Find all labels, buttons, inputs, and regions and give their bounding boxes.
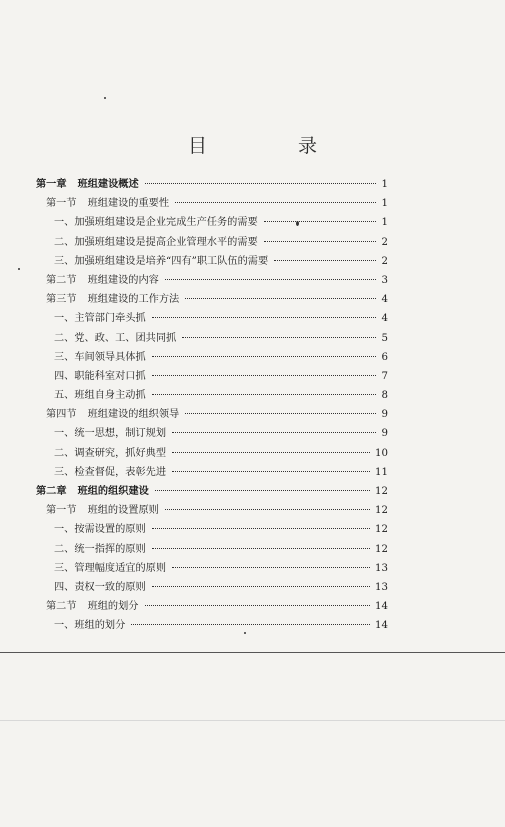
toc-item — [36, 463, 388, 482]
scan-speck — [18, 268, 20, 270]
toc-number: 二、 — [54, 447, 75, 459]
toc-page-number: 13 — [375, 562, 388, 574]
toc-item — [36, 424, 388, 443]
toc-leader-dots — [145, 183, 376, 184]
toc-section — [36, 501, 388, 520]
toc-item — [36, 578, 388, 597]
toc-item — [36, 309, 388, 328]
toc-page-number: 13 — [375, 581, 388, 593]
toc-item — [36, 444, 388, 463]
toc-page-number: 4 — [381, 313, 388, 325]
toc-page-number: 9 — [381, 428, 388, 440]
toc-title: 统一指挥的原则 — [74, 543, 146, 555]
toc-title: 党、政、工、团共同抓 — [74, 332, 177, 344]
toc-leader-dots — [131, 624, 370, 625]
toc-page-number: 5 — [381, 332, 388, 344]
toc-leader-dots — [152, 586, 370, 587]
toc-title: 加强班组建设是企业完成生产任务的需要 — [74, 217, 258, 229]
toc-leader-dots — [172, 567, 370, 568]
toc-number: 第二节 — [46, 274, 77, 286]
toc-title: 按需设置的原则 — [74, 524, 146, 536]
toc-number: 五、 — [54, 390, 75, 402]
toc-title: 主管部门牵头抓 — [74, 313, 146, 325]
toc-leader-dots — [155, 490, 370, 491]
toc-number: 一、 — [54, 524, 75, 536]
toc-number: 一、 — [54, 620, 75, 632]
toc-item — [36, 329, 388, 348]
toc-title: 班组的划分 — [87, 601, 139, 613]
toc-item — [36, 386, 388, 405]
toc-item — [36, 213, 388, 232]
toc-page-number: 6 — [381, 351, 388, 363]
toc-number: 第三节 — [46, 294, 77, 306]
toc-item — [36, 367, 388, 386]
toc-number: 第一章 — [36, 178, 67, 190]
toc-leader-dots — [172, 452, 370, 453]
toc-page-number: 10 — [375, 447, 388, 459]
scan-speck — [104, 97, 106, 99]
toc-item — [36, 540, 388, 559]
toc-number: 第一节 — [46, 505, 77, 517]
toc-title: 班组建设的内容 — [87, 274, 159, 286]
toc-number: 四、 — [54, 370, 75, 382]
toc-chapter — [36, 175, 388, 194]
toc-leader-dots — [274, 260, 376, 261]
toc-number: 一、 — [54, 217, 75, 229]
toc-page-number: 9 — [381, 409, 388, 421]
toc-section — [36, 271, 388, 290]
toc-title: 检查督促，表彰先进 — [74, 466, 167, 478]
toc-title: 班组的设置原则 — [87, 505, 159, 517]
toc-section — [36, 405, 388, 424]
toc-leader-dots — [185, 413, 376, 414]
toc-page-number: 12 — [375, 524, 388, 536]
toc-leader-dots — [172, 471, 370, 472]
toc-page-number: 12 — [375, 505, 388, 517]
toc-page-number: 7 — [381, 370, 388, 382]
faint-scan-line — [0, 720, 505, 721]
scan-speck — [296, 221, 299, 226]
bottom-scan-line — [0, 652, 505, 653]
toc-title: 统一思想，制订规划 — [74, 428, 167, 440]
toc-page-number: 14 — [375, 620, 388, 632]
toc-page-number: 1 — [381, 217, 388, 229]
toc-title: 班组的组织建设 — [77, 485, 149, 497]
toc-leader-dots — [145, 605, 371, 606]
toc-title: 班组建设的组织领导 — [87, 409, 180, 421]
toc-title: 车间领导具体抓 — [74, 351, 146, 363]
toc-title: 班组建设概述 — [77, 178, 139, 190]
toc-number: 三、 — [54, 466, 75, 478]
toc-leader-dots — [152, 528, 370, 529]
toc-section — [36, 597, 388, 616]
toc-page-number: 12 — [375, 486, 388, 497]
toc-leader-dots — [165, 509, 370, 510]
toc-title: 加强班组建设是提高企业管理水平的需要 — [74, 236, 258, 248]
toc-item — [36, 233, 388, 252]
toc-title: 职能科室对口抓 — [74, 370, 146, 382]
toc-item — [36, 520, 388, 539]
toc-leader-dots — [175, 202, 376, 203]
toc-leader-dots — [182, 337, 376, 338]
table-of-contents — [36, 175, 388, 636]
toc-number: 二、 — [54, 543, 75, 555]
toc-title: 调查研究，抓好典型 — [74, 447, 167, 459]
toc-page-number: 2 — [381, 255, 388, 267]
toc-number: 第一节 — [46, 198, 77, 210]
toc-number: 二、 — [54, 236, 75, 248]
toc-item — [36, 559, 388, 578]
toc-leader-dots — [152, 548, 370, 549]
toc-leader-dots — [264, 241, 376, 242]
toc-page-number: 3 — [381, 274, 388, 286]
toc-leader-dots — [264, 221, 376, 222]
toc-leader-dots — [172, 432, 376, 433]
toc-page-number: 1 — [381, 179, 388, 190]
toc-page-number: 11 — [375, 466, 388, 478]
toc-leader-dots — [165, 279, 376, 280]
toc-leader-dots — [152, 394, 376, 395]
toc-page-number: 8 — [381, 390, 388, 402]
toc-title: 责权一致的原则 — [74, 581, 146, 593]
toc-title: 加强班组建设是培养“四有”职工队伍的需要 — [74, 255, 269, 267]
toc-page-number: 14 — [375, 601, 388, 613]
toc-number: 三、 — [54, 562, 75, 574]
toc-leader-dots — [152, 375, 376, 376]
toc-page-number: 2 — [381, 236, 388, 248]
toc-number: 第四节 — [46, 409, 77, 421]
toc-number: 第二章 — [36, 485, 67, 497]
toc-number: 三、 — [54, 351, 75, 363]
toc-leader-dots — [185, 298, 376, 299]
toc-title: 班组的划分 — [74, 620, 126, 632]
toc-number: 第二节 — [46, 601, 77, 613]
toc-number: 二、 — [54, 332, 75, 344]
toc-section — [36, 290, 388, 309]
toc-page-number: 12 — [375, 543, 388, 555]
toc-item — [36, 616, 388, 635]
toc-section — [36, 194, 388, 213]
toc-leader-dots — [152, 317, 376, 318]
toc-title: 班组自身主动抓 — [74, 390, 146, 402]
toc-chapter — [36, 482, 388, 501]
scan-speck — [244, 632, 246, 634]
page-title: 目 录 — [187, 135, 353, 157]
toc-item — [36, 348, 388, 367]
toc-title: 班组建设的工作方法 — [87, 294, 180, 306]
toc-item — [36, 252, 388, 271]
toc-number: 一、 — [54, 428, 75, 440]
toc-leader-dots — [152, 356, 376, 357]
toc-number: 一、 — [54, 313, 75, 325]
toc-title: 班组建设的重要性 — [87, 198, 170, 210]
toc-page-number: 4 — [381, 294, 388, 306]
toc-number: 三、 — [54, 255, 75, 267]
toc-page-number: 1 — [381, 198, 388, 210]
toc-number: 四、 — [54, 581, 75, 593]
toc-title: 管理幅度适宜的原则 — [74, 562, 167, 574]
